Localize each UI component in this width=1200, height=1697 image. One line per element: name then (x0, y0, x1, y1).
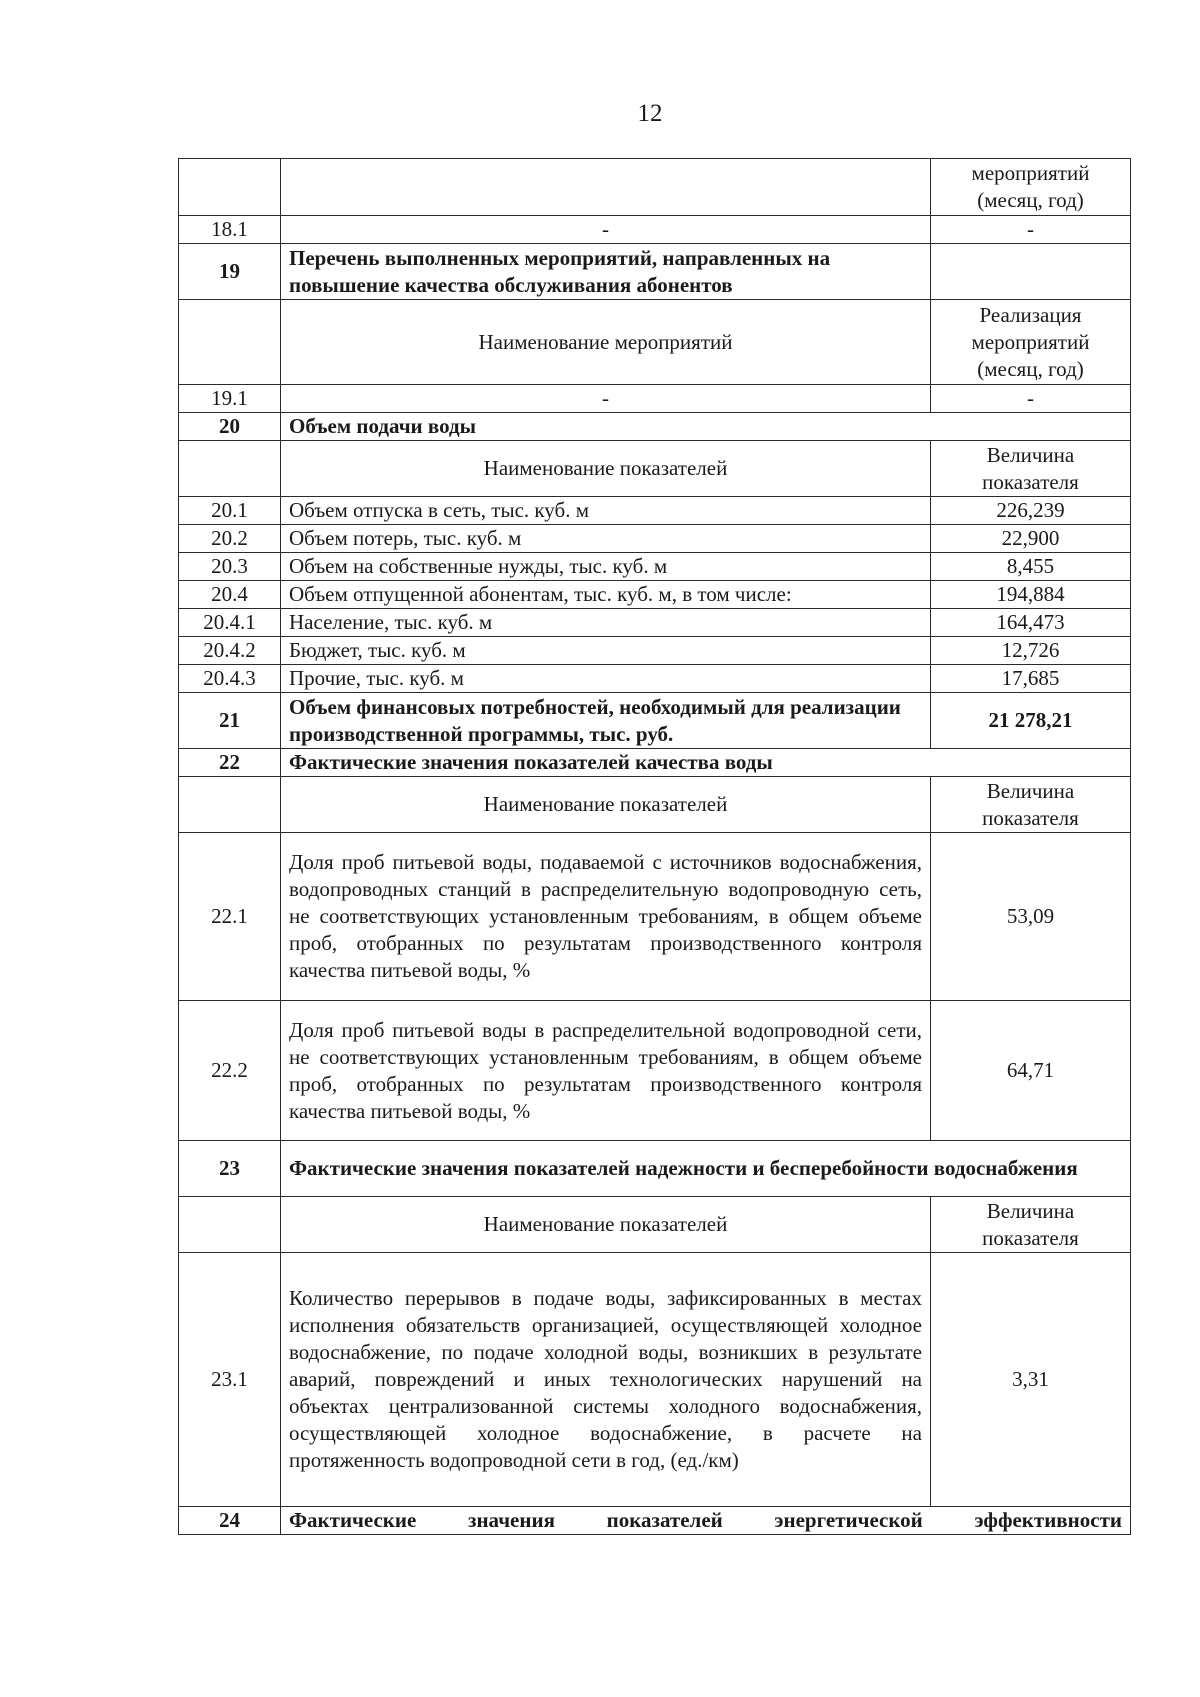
section-title: Перечень выполненных мероприятий, направленных на повышение качества обслуживания абонентов (281, 244, 931, 300)
section-number: 21 (179, 693, 281, 749)
section-number: 20 (179, 413, 281, 441)
indicators-table (178, 158, 1131, 1535)
section-number: 19 (179, 244, 281, 300)
section-title: Объем финансовых потребностей, необходимый для реализации производственной программы, тыс. руб. (281, 693, 931, 749)
column-header-value: Величина показателя (931, 441, 1131, 497)
table-row (179, 1141, 1131, 1197)
column-header-value: Реализация мероприятий (месяц, год) (931, 300, 1131, 385)
row-name: Доля проб питьевой воды в распределительной водопроводной сети, не соответствующих установленным требованиям, в общем объеме проб, отобранных по результатам производственного контроля качества питьевой воды, % (281, 1001, 931, 1141)
table-row (179, 497, 1131, 525)
table-row (179, 665, 1131, 693)
row-number: 22.2 (179, 1001, 281, 1141)
table-row (179, 553, 1131, 581)
table-row (179, 637, 1131, 665)
column-header-name: Наименование показателей (281, 1197, 931, 1253)
row-name: Объем на собственные нужды, тыс. куб. м (281, 553, 931, 581)
row-value: 12,726 (931, 637, 1131, 665)
section-number: 23 (179, 1141, 281, 1197)
row-number (179, 159, 281, 216)
column-header-name: Наименование показателей (281, 777, 931, 833)
table-row (179, 609, 1131, 637)
row-number (179, 1197, 281, 1253)
row-value: 8,455 (931, 553, 1131, 581)
row-value: 53,09 (931, 833, 1131, 1001)
row-number: 22.1 (179, 833, 281, 1001)
page-number: 12 (637, 100, 663, 127)
row-value: 226,239 (931, 497, 1131, 525)
row-value: 194,884 (931, 581, 1131, 609)
row-number (179, 300, 281, 385)
row-number: 20.2 (179, 525, 281, 553)
row-number: 20.3 (179, 553, 281, 581)
section-number: 22 (179, 749, 281, 777)
row-value: 64,71 (931, 1001, 1131, 1141)
row-number: 18.1 (179, 216, 281, 244)
table-header-row (179, 441, 1131, 497)
row-value: мероприятий (месяц, год) (931, 159, 1131, 216)
table-row (179, 1507, 1131, 1535)
row-value: 3,31 (931, 1253, 1131, 1507)
section-title: Объем подачи воды (281, 413, 1131, 441)
table-row (179, 1001, 1131, 1141)
row-name: Объем отпуска в сеть, тыс. куб. м (281, 497, 931, 525)
row-value: - (931, 385, 1131, 413)
table-header-row (179, 300, 1131, 385)
section-title: Фактические значения показателей надежности и бесперебойности водоснабжения (281, 1141, 1131, 1197)
row-number: 19.1 (179, 385, 281, 413)
section-title: Фактические значения показателей энергетической эффективности (281, 1507, 1131, 1535)
section-title: Фактические значения показателей качества воды (281, 749, 1131, 777)
row-value: 22,900 (931, 525, 1131, 553)
table-row (179, 581, 1131, 609)
row-value: - (931, 216, 1131, 244)
table-row (179, 159, 1131, 216)
column-header-name: Наименование показателей (281, 441, 931, 497)
row-name: Бюджет, тыс. куб. м (281, 637, 931, 665)
row-value: 21 278,21 (931, 693, 1131, 749)
row-name: Количество перерывов в подаче воды, зафиксированных в местах исполнения обязательств организацией, осуществляющей холодное водоснабжение, по подаче холодной воды, возникших в результате аварий, повреждений и иных технологических нарушений на объектах централизованной системы холодного водоснабжения, осуществляющей холодное водоснабжение, в расчете на протяженность водопроводной сети в год, (ед./км) (281, 1253, 931, 1507)
column-header-name: Наименование мероприятий (281, 300, 931, 385)
row-number: 20.4.1 (179, 609, 281, 637)
row-number: 20.1 (179, 497, 281, 525)
table-row (179, 216, 1131, 244)
row-value: 164,473 (931, 609, 1131, 637)
table-row (179, 833, 1131, 1001)
row-number (179, 441, 281, 497)
table-row (179, 244, 1131, 300)
row-value: 17,685 (931, 665, 1131, 693)
row-name: Объем отпущенной абонентам, тыс. куб. м, в том числе: (281, 581, 931, 609)
row-number: 20.4 (179, 581, 281, 609)
row-number: 23.1 (179, 1253, 281, 1507)
row-name (281, 159, 931, 216)
row-name: Объем потерь, тыс. куб. м (281, 525, 931, 553)
table-row (179, 693, 1131, 749)
row-number (179, 777, 281, 833)
row-name: Доля проб питьевой воды, подаваемой с источников водоснабжения, водопроводных станций в распределительную водопроводную сеть, не соответствующих установленным требованиям, в общем объеме проб, отобранных по результатам производственного контроля качества питьевой воды, % (281, 833, 931, 1001)
table-header-row (179, 777, 1131, 833)
table-row (179, 749, 1131, 777)
row-number: 20.4.2 (179, 637, 281, 665)
row-name: - (281, 385, 931, 413)
column-header-value: Величина показателя (931, 777, 1131, 833)
column-header-value: Величина показателя (931, 1197, 1131, 1253)
table-row (179, 525, 1131, 553)
row-name: Прочие, тыс. куб. м (281, 665, 931, 693)
section-number: 24 (179, 1507, 281, 1535)
table-row (179, 385, 1131, 413)
row-value (931, 244, 1131, 300)
row-name: - (281, 216, 931, 244)
row-number: 20.4.3 (179, 665, 281, 693)
table-header-row (179, 1197, 1131, 1253)
table-row (179, 413, 1131, 441)
table-row (179, 1253, 1131, 1507)
row-name: Население, тыс. куб. м (281, 609, 931, 637)
